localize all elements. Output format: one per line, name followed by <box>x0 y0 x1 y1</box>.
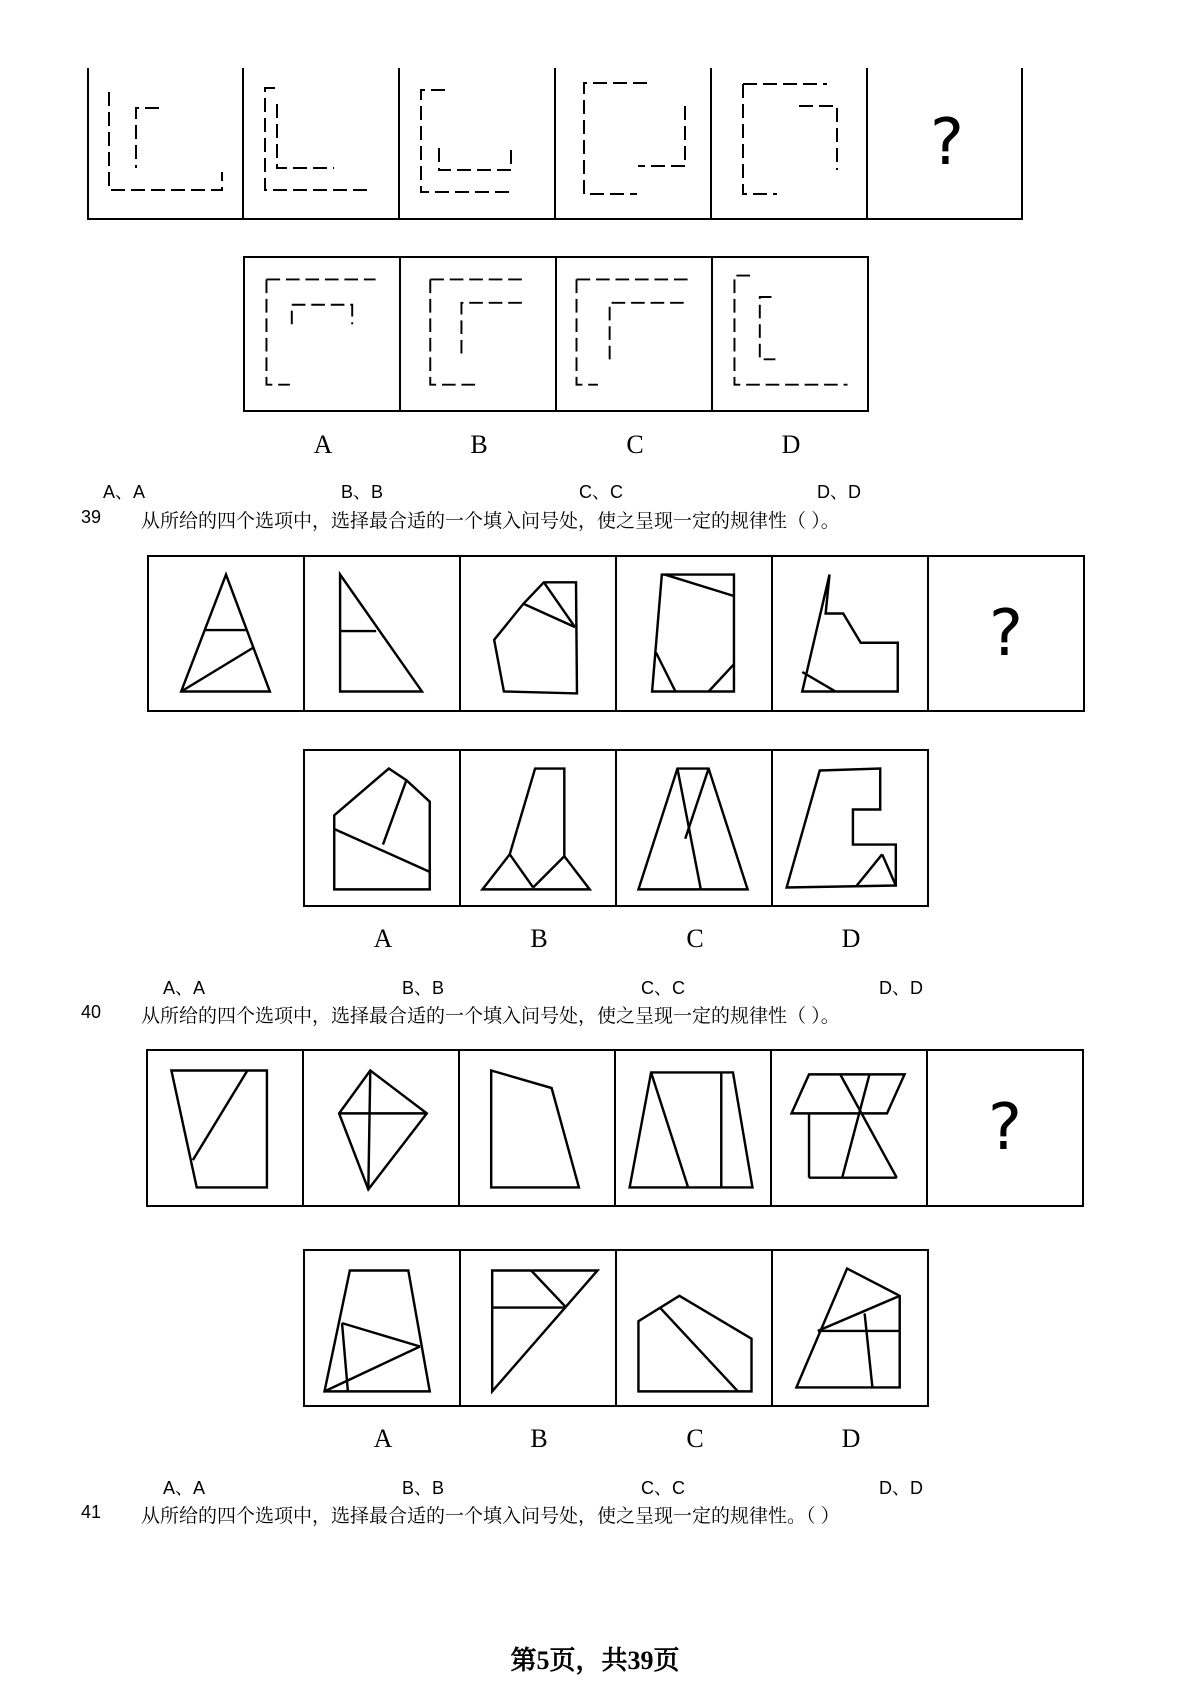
q38-options-row <box>243 256 869 412</box>
q39-option-b[interactable] <box>459 749 617 907</box>
q40-question-cell <box>926 1049 1084 1207</box>
q38-option-c[interactable] <box>555 256 713 412</box>
q39-figure-5 <box>771 555 929 712</box>
q38-choice-b[interactable]: B、B <box>341 482 384 502</box>
q38-label-b: B <box>470 430 488 459</box>
q40-choice-d[interactable]: D、D <box>879 1478 923 1498</box>
q39-sequence-row <box>147 555 1085 712</box>
q38-option-a[interactable] <box>243 256 401 412</box>
q39-label-c: C <box>686 924 704 953</box>
q38-figure-1 <box>109 92 222 190</box>
q40-options-row <box>303 1249 929 1407</box>
q40-option-a[interactable] <box>303 1249 461 1407</box>
q38-question-mark: ? <box>930 106 964 180</box>
q40-choice-c[interactable]: C、C <box>641 1478 685 1498</box>
q38-label-d: D <box>781 430 801 459</box>
q40-label-c: C <box>686 1424 704 1453</box>
q39-options-row <box>303 749 929 907</box>
q39-number: 39 <box>81 507 102 527</box>
q39-option-d[interactable] <box>771 749 929 907</box>
q39-option-a[interactable] <box>303 749 461 907</box>
q38-figure-4 <box>584 83 685 194</box>
q38-label-c: C <box>626 430 644 459</box>
q40-option-c[interactable] <box>615 1249 773 1407</box>
q41-question-text: 从所给的四个选项中，选择最合适的一个填入问号处，使之呈现一定的规律性。（ ） <box>141 1506 840 1527</box>
q39-label-b: B <box>530 924 548 953</box>
page-footer: 第5页，共39页 <box>510 1646 680 1675</box>
q38-choice-a[interactable]: A、A <box>103 482 146 502</box>
q39-label-a: A <box>373 924 393 953</box>
q39-figure-1 <box>147 555 305 712</box>
q38-choice-c[interactable]: C、C <box>579 482 623 502</box>
q39-choice-a[interactable]: A、A <box>163 978 206 998</box>
q40-sequence-row <box>146 1049 1084 1207</box>
q40-question-text: 从所给的四个选项中，选择最合适的一个填入问号处，使之呈现一定的规律性（ ）。 <box>141 1006 840 1027</box>
q38-option-d[interactable] <box>711 256 869 412</box>
q40-option-b[interactable] <box>459 1249 617 1407</box>
q39-figure-2 <box>303 555 461 712</box>
q38-label-a: A <box>313 430 333 459</box>
q39-figure-4 <box>615 555 773 712</box>
q38-choice-d[interactable]: D、D <box>817 482 861 502</box>
q40-choice-b[interactable]: B、B <box>402 1478 445 1498</box>
q40-question-mark: ? <box>988 1091 1022 1165</box>
q39-question-cell <box>927 555 1085 712</box>
q40-figure-4 <box>614 1049 772 1207</box>
q40-figure-2 <box>302 1049 460 1207</box>
q39-question-text: 从所给的四个选项中，选择最合适的一个填入问号处，使之呈现一定的规律性（ ）。 <box>141 511 840 532</box>
q38-figure-3 <box>421 90 511 192</box>
q39-choice-b[interactable]: B、B <box>402 978 445 998</box>
q40-choice-a[interactable]: A、A <box>163 1478 206 1498</box>
q38-figure-2 <box>265 88 367 190</box>
q41-number: 41 <box>81 1502 102 1522</box>
q40-label-b: B <box>530 1424 548 1453</box>
q38-option-b[interactable] <box>399 256 557 412</box>
q38-figure-5 <box>743 84 837 194</box>
q40-label-a: A <box>373 1424 393 1453</box>
q40-number: 40 <box>81 1002 102 1022</box>
q39-label-d: D <box>841 924 861 953</box>
q38-sequence-row <box>87 68 1023 220</box>
q39-question-mark: ? <box>989 596 1023 671</box>
q40-option-d[interactable] <box>771 1249 929 1407</box>
q39-choice-c[interactable]: C、C <box>641 978 685 998</box>
q39-option-c[interactable] <box>615 749 773 907</box>
q40-label-d: D <box>841 1424 861 1453</box>
q39-figure-3 <box>459 555 617 712</box>
q40-figure-5 <box>770 1049 928 1207</box>
q40-figure-3 <box>458 1049 616 1207</box>
q40-figure-1 <box>146 1049 304 1207</box>
q39-choice-d[interactable]: D、D <box>879 978 923 998</box>
